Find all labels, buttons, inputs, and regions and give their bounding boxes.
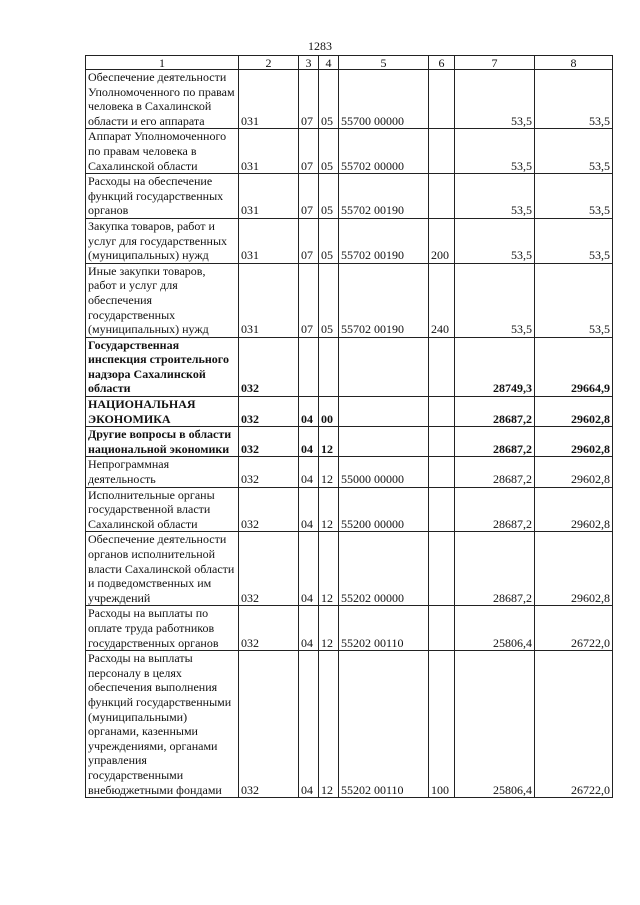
row-subsection-cell: 12 [319,427,339,457]
row-amount-year2-cell: 53,5 [535,129,613,174]
row-article-cell [339,337,429,396]
row-expense-type-cell [429,532,455,606]
row-code-cell: 031 [239,174,299,219]
row-expense-type-cell: 240 [429,263,455,337]
row-subsection-cell: 00 [319,397,339,427]
row-article-cell: 55200 00000 [339,487,429,532]
row-subsection-cell: 12 [319,457,339,487]
column-header: 8 [535,56,613,70]
row-code-cell: 032 [239,397,299,427]
row-code-cell: 031 [239,129,299,174]
row-article-cell: 55700 00000 [339,70,429,129]
column-header: 2 [239,56,299,70]
table-row [86,651,613,798]
table-row [86,70,613,129]
table-row [86,129,613,174]
row-expense-type-cell: 200 [429,218,455,263]
table-row [86,174,613,219]
column-header: 7 [455,56,535,70]
table-row [86,606,613,651]
row-article-cell: 55202 00000 [339,532,429,606]
row-code-cell: 032 [239,532,299,606]
row-article-cell: 55000 00000 [339,457,429,487]
row-amount-year1-cell: 53,5 [455,218,535,263]
row-amount-year2-cell: 29664,9 [535,337,613,396]
row-expense-type-cell [429,606,455,651]
row-subsection-cell: 05 [319,70,339,129]
row-name-cell: Обеспечение деятельности органов исполнительной власти Сахалинской области и подведомственных им учреждений [86,532,239,606]
row-name-cell: Обеспечение деятельности Уполномоченного по правам человека в Сахалинской области и его аппарата [86,70,239,129]
row-article-cell: 55702 00000 [339,129,429,174]
table-body [86,56,613,798]
row-section-cell: 07 [299,129,319,174]
row-subsection-cell: 12 [319,532,339,606]
row-name-cell: Расходы на выплаты персоналу в целях обеспечения выполнения функций государственными (муниципальными) органами, казенными учреждениями, органами управления государственными внебюджетными фондами [86,651,239,798]
table-row [86,337,613,396]
column-header: 3 [299,56,319,70]
row-expense-type-cell [429,129,455,174]
table-row [86,263,613,337]
row-amount-year1-cell: 25806,4 [455,651,535,798]
row-subsection-cell: 12 [319,487,339,532]
row-expense-type-cell: 100 [429,651,455,798]
row-amount-year2-cell: 53,5 [535,70,613,129]
row-code-cell: 032 [239,487,299,532]
row-section-cell [299,337,319,396]
row-amount-year2-cell: 29602,8 [535,487,613,532]
row-amount-year1-cell: 28749,3 [455,337,535,396]
row-code-cell: 031 [239,70,299,129]
row-code-cell: 031 [239,218,299,263]
row-article-cell [339,397,429,427]
row-article-cell: 55702 00190 [339,263,429,337]
row-amount-year2-cell: 53,5 [535,263,613,337]
row-subsection-cell: 05 [319,263,339,337]
row-section-cell: 07 [299,174,319,219]
table-row [86,397,613,427]
row-code-cell: 032 [239,427,299,457]
row-amount-year1-cell: 28687,2 [455,457,535,487]
row-amount-year2-cell: 26722,0 [535,606,613,651]
row-section-cell: 04 [299,427,319,457]
column-header: 5 [339,56,429,70]
row-section-cell: 04 [299,606,319,651]
table-row [86,532,613,606]
column-header: 6 [429,56,455,70]
row-section-cell: 04 [299,532,319,606]
row-name-cell: Закупка товаров, работ и услуг для государственных (муниципальных) нужд [86,218,239,263]
row-name-cell: Исполнительные органы государственной власти Сахалинской области [86,487,239,532]
row-expense-type-cell [429,397,455,427]
column-header: 1 [86,56,239,70]
row-amount-year1-cell: 28687,2 [455,427,535,457]
row-expense-type-cell [429,174,455,219]
row-section-cell: 04 [299,397,319,427]
budget-table [85,55,613,798]
table-row [86,457,613,487]
row-subsection-cell: 12 [319,606,339,651]
row-article-cell: 55202 00110 [339,606,429,651]
row-section-cell: 07 [299,70,319,129]
row-amount-year1-cell: 25806,4 [455,606,535,651]
row-subsection-cell: 05 [319,174,339,219]
column-header: 4 [319,56,339,70]
row-subsection-cell: 05 [319,129,339,174]
row-article-cell [339,427,429,457]
row-name-cell: Аппарат Уполномоченного по правам человека в Сахалинской области [86,129,239,174]
row-expense-type-cell [429,337,455,396]
row-code-cell: 031 [239,263,299,337]
row-name-cell: НАЦИОНАЛЬНАЯ ЭКОНОМИКА [86,397,239,427]
row-amount-year2-cell: 53,5 [535,218,613,263]
row-code-cell: 032 [239,337,299,396]
row-section-cell: 07 [299,263,319,337]
row-amount-year1-cell: 53,5 [455,70,535,129]
row-expense-type-cell [429,487,455,532]
row-article-cell: 55702 00190 [339,218,429,263]
row-code-cell: 032 [239,651,299,798]
row-amount-year2-cell: 29602,8 [535,427,613,457]
row-amount-year2-cell: 29602,8 [535,397,613,427]
row-section-cell: 04 [299,651,319,798]
row-amount-year1-cell: 28687,2 [455,487,535,532]
row-code-cell: 032 [239,457,299,487]
row-subsection-cell [319,337,339,396]
row-expense-type-cell [429,457,455,487]
column-header-row [86,56,613,70]
row-amount-year2-cell: 26722,0 [535,651,613,798]
row-amount-year1-cell: 53,5 [455,263,535,337]
row-expense-type-cell [429,70,455,129]
row-subsection-cell: 05 [319,218,339,263]
row-expense-type-cell [429,427,455,457]
row-section-cell: 07 [299,218,319,263]
table-row [86,487,613,532]
row-name-cell: Непрограммная деятельность [86,457,239,487]
row-amount-year1-cell: 28687,2 [455,532,535,606]
row-article-cell: 55202 00110 [339,651,429,798]
row-code-cell: 032 [239,606,299,651]
row-name-cell: Расходы на обеспечение функций государственных органов [86,174,239,219]
row-article-cell: 55702 00190 [339,174,429,219]
row-amount-year1-cell: 28687,2 [455,397,535,427]
row-amount-year2-cell: 29602,8 [535,532,613,606]
row-section-cell: 04 [299,457,319,487]
row-name-cell: Расходы на выплаты по оплате труда работников государственных органов [86,606,239,651]
row-name-cell: Государственная инспекция строительного надзора Сахалинской области [86,337,239,396]
table-row [86,427,613,457]
row-subsection-cell: 12 [319,651,339,798]
row-amount-year2-cell: 29602,8 [535,457,613,487]
row-section-cell: 04 [299,487,319,532]
page-number: 1283 [308,39,332,53]
table-row [86,218,613,263]
row-amount-year1-cell: 53,5 [455,174,535,219]
row-amount-year2-cell: 53,5 [535,174,613,219]
row-amount-year1-cell: 53,5 [455,129,535,174]
row-name-cell: Другие вопросы в области национальной экономики [86,427,239,457]
row-name-cell: Иные закупки товаров, работ и услуг для обеспечения государственных (муниципальных) нужд [86,263,239,337]
